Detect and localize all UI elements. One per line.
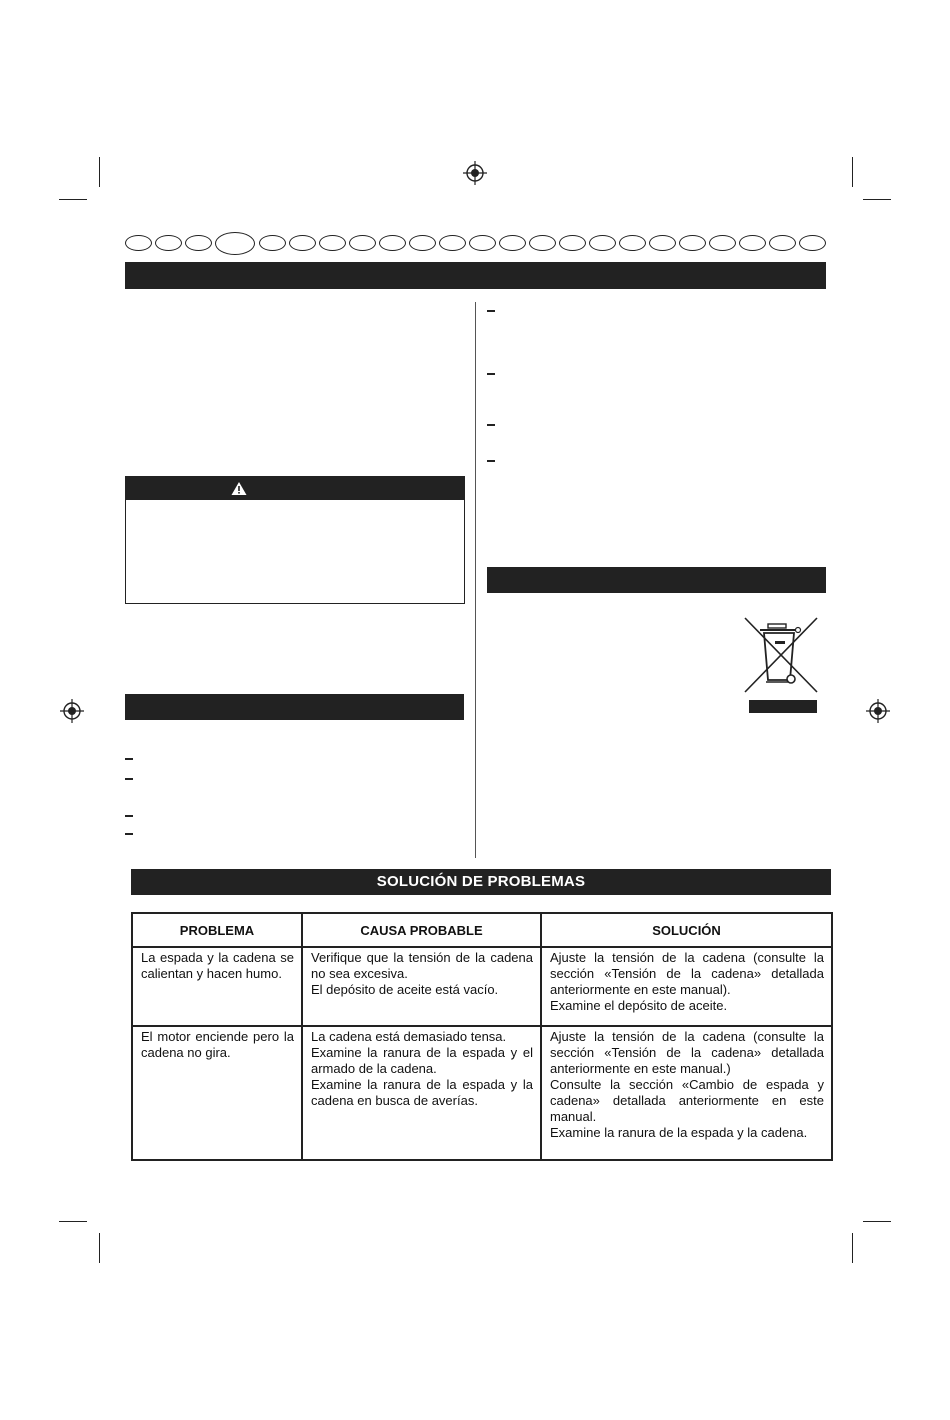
header-bar bbox=[125, 262, 826, 289]
problem-cell bbox=[132, 1026, 302, 1160]
column-header-solution: SOLUCIÓN bbox=[541, 913, 832, 947]
language-tab[interactable] bbox=[799, 235, 826, 251]
table-row bbox=[132, 947, 832, 1026]
solution-cell bbox=[541, 1026, 832, 1160]
bullet-dash bbox=[487, 460, 495, 462]
language-tab[interactable] bbox=[679, 235, 706, 251]
bullet-dash bbox=[125, 815, 133, 817]
language-tab[interactable] bbox=[529, 235, 556, 251]
bullet-dash bbox=[125, 778, 133, 780]
crop-mark-bottom-left-h bbox=[59, 1221, 87, 1222]
problem-cell bbox=[132, 947, 302, 1026]
cause-cell bbox=[302, 1026, 541, 1160]
column-header-cause: CAUSA PROBABLE bbox=[302, 913, 541, 947]
column-divider bbox=[475, 302, 476, 858]
crop-mark-top-right bbox=[852, 157, 853, 187]
language-tab[interactable] bbox=[155, 235, 182, 251]
cause-text: El depósito de aceite está vacío. bbox=[311, 982, 499, 997]
column-header-problem: PROBLEMA bbox=[132, 913, 302, 947]
warning-triangle-icon bbox=[231, 481, 247, 496]
cause-text: Examine la ranura de la espada y la cadena en busca de averías. bbox=[311, 1077, 533, 1108]
registration-mark-icon bbox=[462, 160, 488, 186]
solution-text: Ajuste la tensión de la cadena (consulte la sección «Tensión de la cadena» detallada anteriormente en este manual.) bbox=[550, 1029, 824, 1076]
language-tab[interactable] bbox=[185, 235, 212, 251]
troubleshooting-table bbox=[131, 912, 833, 1161]
bullet-dash bbox=[125, 833, 133, 835]
cause-text: Verifique que la tensión de la cadena no sea excesiva. bbox=[311, 950, 533, 981]
language-tab[interactable] bbox=[319, 235, 346, 251]
language-tab[interactable] bbox=[289, 235, 316, 251]
cause-text: Examine la ranura de la espada y el armado de la cadena. bbox=[311, 1045, 533, 1076]
bullet-dash bbox=[487, 310, 495, 312]
language-tab[interactable] bbox=[499, 235, 526, 251]
problem-text: El motor enciende pero la cadena no gira. bbox=[141, 1029, 294, 1060]
language-tab[interactable] bbox=[739, 235, 766, 251]
solution-text: Examine la ranura de la espada y la cadena. bbox=[550, 1125, 808, 1140]
language-tab[interactable] bbox=[559, 235, 586, 251]
problem-text: La espada y la cadena se calientan y hacen humo. bbox=[141, 950, 294, 981]
weee-bar bbox=[749, 700, 817, 713]
language-tab[interactable] bbox=[769, 235, 796, 251]
language-tab[interactable] bbox=[379, 235, 406, 251]
language-tab[interactable] bbox=[125, 235, 152, 251]
warning-box bbox=[125, 476, 465, 604]
registration-mark-icon bbox=[865, 698, 891, 724]
table-row bbox=[132, 1026, 832, 1160]
bullet-dash bbox=[487, 424, 495, 426]
bullet-dash bbox=[487, 373, 495, 375]
section-bar-right bbox=[487, 567, 826, 593]
language-tab[interactable] bbox=[469, 235, 496, 251]
language-tab[interactable] bbox=[589, 235, 616, 251]
troubleshooting-title: SOLUCIÓN DE PROBLEMAS bbox=[131, 869, 831, 895]
solution-text: Examine el depósito de aceite. bbox=[550, 998, 728, 1013]
language-tab[interactable] bbox=[709, 235, 736, 251]
crop-mark-top-left bbox=[99, 157, 100, 187]
solution-text: Ajuste la tensión de la cadena (consulte la sección «Tensión de la cadena» detallada anteriormente en este manual). bbox=[550, 950, 824, 997]
language-tabs bbox=[125, 232, 827, 256]
language-tab[interactable] bbox=[649, 235, 676, 251]
crop-mark-top-left-h bbox=[59, 199, 87, 200]
warning-header bbox=[126, 477, 464, 500]
language-tab[interactable] bbox=[619, 235, 646, 251]
solution-cell bbox=[541, 947, 832, 1026]
section-bar-left bbox=[125, 694, 464, 720]
registration-mark-icon bbox=[59, 698, 85, 724]
language-tab[interactable] bbox=[439, 235, 466, 251]
language-tab[interactable] bbox=[259, 235, 286, 251]
language-tab[interactable] bbox=[409, 235, 436, 251]
language-tab[interactable] bbox=[349, 235, 376, 251]
solution-text: Consulte la sección «Cambio de espada y cadena» detallada anteriormente en este manual. bbox=[550, 1077, 824, 1124]
cause-text: La cadena está demasiado tensa. bbox=[311, 1029, 507, 1044]
language-tab-active[interactable] bbox=[215, 232, 255, 255]
table-header-row bbox=[132, 913, 832, 947]
cause-cell bbox=[302, 947, 541, 1026]
crop-mark-bottom-right bbox=[852, 1233, 853, 1263]
crop-mark-bottom-right-h bbox=[863, 1221, 891, 1222]
crop-mark-bottom-left bbox=[99, 1233, 100, 1263]
bullet-dash bbox=[125, 758, 133, 760]
crop-mark-top-right-h bbox=[863, 199, 891, 200]
